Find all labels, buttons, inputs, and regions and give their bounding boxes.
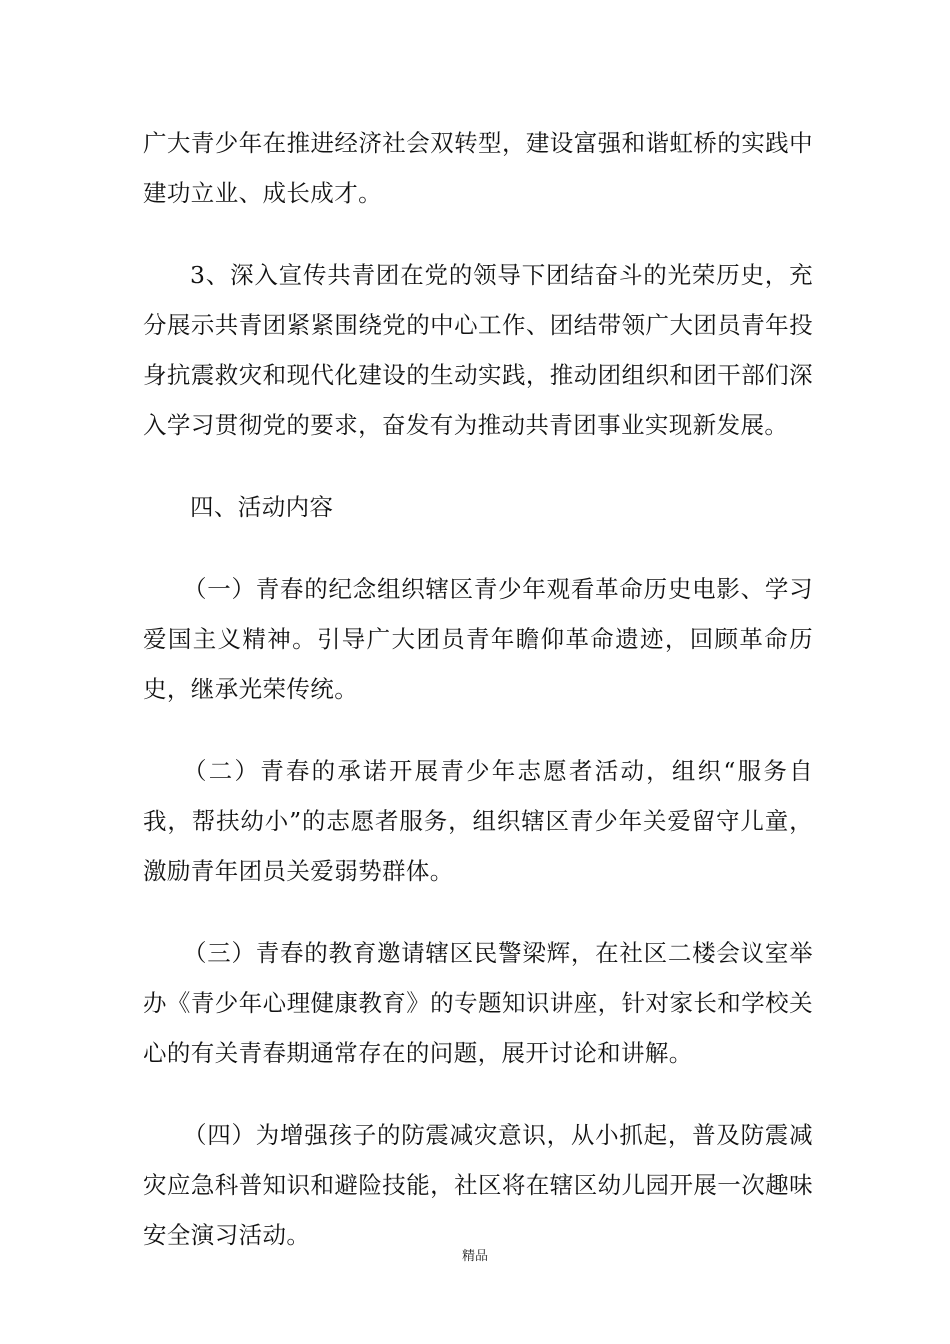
section-heading-activity-content: 四、活动内容 — [190, 493, 334, 521]
paragraph-item-3: 3、深入宣传共青团在党的领导下团结奋斗的光荣历史，充分展示共青团紧紧围绕党的中心工作、团结带领广大团员青年投身抗震救灾和现代化建设的生动实践，推动团组织和团干部们深入学习贯彻党的要求，奋发有为推动共青团事业实现新发展。 — [143, 261, 813, 439]
paragraph-activity-4: （四）为增强孩子的防震减灾意识，从小抓起，普及防震减灾应急科普知识和避险技能，社区将在辖区幼儿园开展一次趣味安全演习活动。 — [143, 1121, 813, 1249]
document-body — [143, 118, 813, 1260]
paragraph-continuation: 广大青少年在推进经济社会双转型，建设富强和谐虹桥的实践中建功立业、成长成才。 — [143, 129, 813, 207]
page-footer: 精品 — [461, 1249, 488, 1264]
paragraph-activity-1: （一）青春的纪念组织辖区青少年观看革命历史电影、学习爱国主义精神。引导广大团员青年瞻仰革命遗迹，回顾革命历史，继承光荣传统。 — [143, 575, 813, 703]
paragraph-activity-2: （二）青春的承诺开展青少年志愿者活动，组织“服务自我，帮扶幼小”的志愿者服务，组织辖区青少年关爱留守儿童，激励青年团员关爱弱势群体。 — [143, 757, 813, 885]
paragraph-activity-3: （三）青春的教育邀请辖区民警梁辉，在社区二楼会议室举办《青少年心理健康教育》的专题知识讲座，针对家长和学校关心的有关青春期通常存在的问题，展开讨论和讲解。 — [143, 939, 813, 1067]
